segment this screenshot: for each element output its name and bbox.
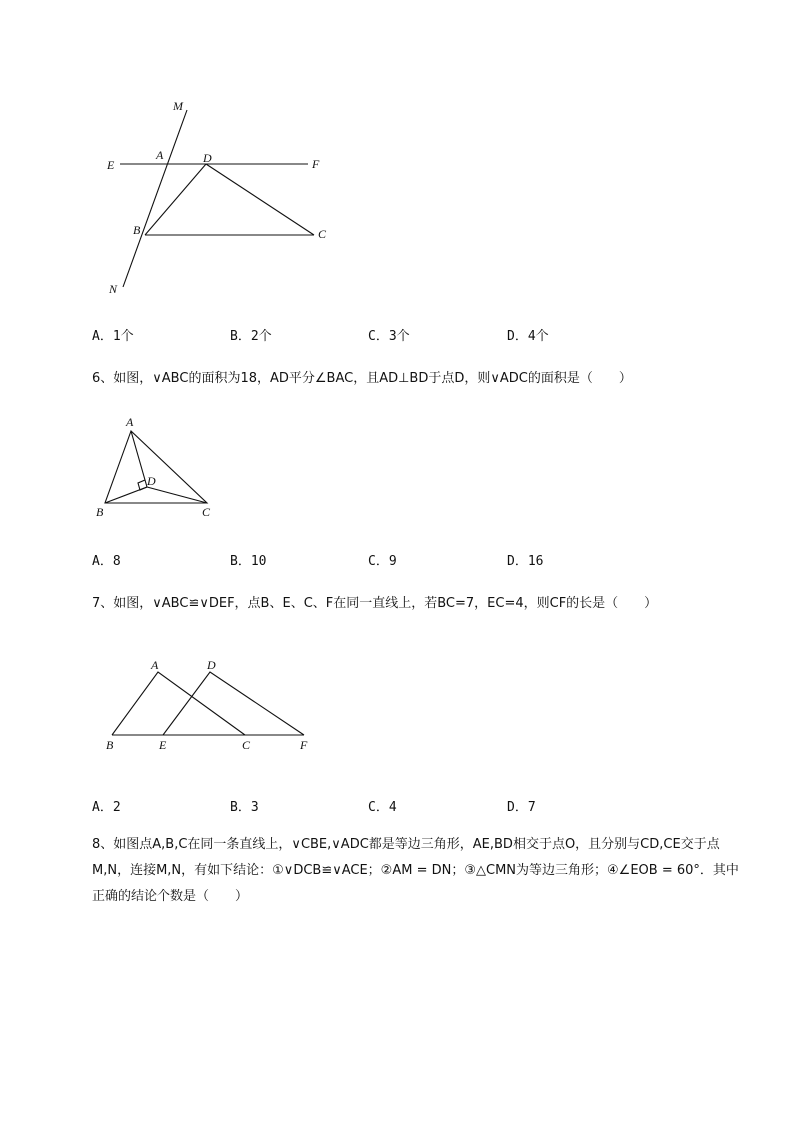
label-b: B <box>96 505 104 519</box>
triangle-abc <box>105 431 207 503</box>
q5-option-a[interactable]: A．1个 <box>92 329 134 344</box>
figure-q6 <box>90 410 230 522</box>
label-d: D <box>147 474 156 488</box>
triangle-def <box>163 672 304 735</box>
label-c: C <box>318 227 327 241</box>
q5-option-c[interactable]: C．3个 <box>368 329 410 344</box>
q7-option-c[interactable]: C．4 <box>368 800 397 815</box>
question-6: 6、如图，∨ABC的面积为18，AD平分∠BAC，且AD⊥BD于点D，则∨ADC的面积是（ ） <box>92 371 632 386</box>
question-7: 7、如图，∨ABC≌∨DEF，点B、E、C、F在同一直线上，若BC=7，EC=4，则CF的长是（ ） <box>92 596 658 611</box>
label-a: A <box>156 148 164 162</box>
label-a: A <box>151 658 159 672</box>
label-e: E <box>107 158 115 172</box>
q6-option-b[interactable]: B．10 <box>230 554 267 569</box>
line-mn <box>123 110 187 287</box>
label-b: B <box>106 738 114 752</box>
label-a: A <box>126 415 134 429</box>
question-8: 8、如图点A,B,C在同一条直线上，∨CBE,∨ADC都是等边三角形，AE,BD相交于点O，且分别与CD,CE交于点M,N，连接M,N，有如下结论：①∨DCB≌∨ACE；②AM = DN；③△CMN为等边三角形；④∠EOB = 60°．其中正确的结论个数是（ ） <box>92 837 739 904</box>
label-c: C <box>202 505 211 519</box>
q5-option-d[interactable]: D．4个 <box>507 329 549 344</box>
q7-option-d[interactable]: D．7 <box>507 800 536 815</box>
figure-q7 <box>100 650 330 755</box>
q6-option-c[interactable]: C．9 <box>368 554 397 569</box>
label-d: D <box>207 658 216 672</box>
figure-q5 <box>100 95 340 300</box>
label-d: D <box>203 151 212 165</box>
label-n: N <box>109 282 118 296</box>
q7-option-b[interactable]: B．3 <box>230 800 259 815</box>
segment-ad <box>131 431 147 487</box>
label-c: C <box>242 738 251 752</box>
q6-option-d[interactable]: D．16 <box>507 554 544 569</box>
q6-option-a[interactable]: A．8 <box>92 554 121 569</box>
label-e: E <box>159 738 167 752</box>
label-f: F <box>312 157 320 171</box>
label-b: B <box>133 223 141 237</box>
label-f: F <box>300 738 308 752</box>
q7-option-a[interactable]: A．2 <box>92 800 121 815</box>
q5-option-b[interactable]: B．2个 <box>230 329 272 344</box>
segment-dc <box>206 164 314 235</box>
label-m: M <box>173 99 183 113</box>
